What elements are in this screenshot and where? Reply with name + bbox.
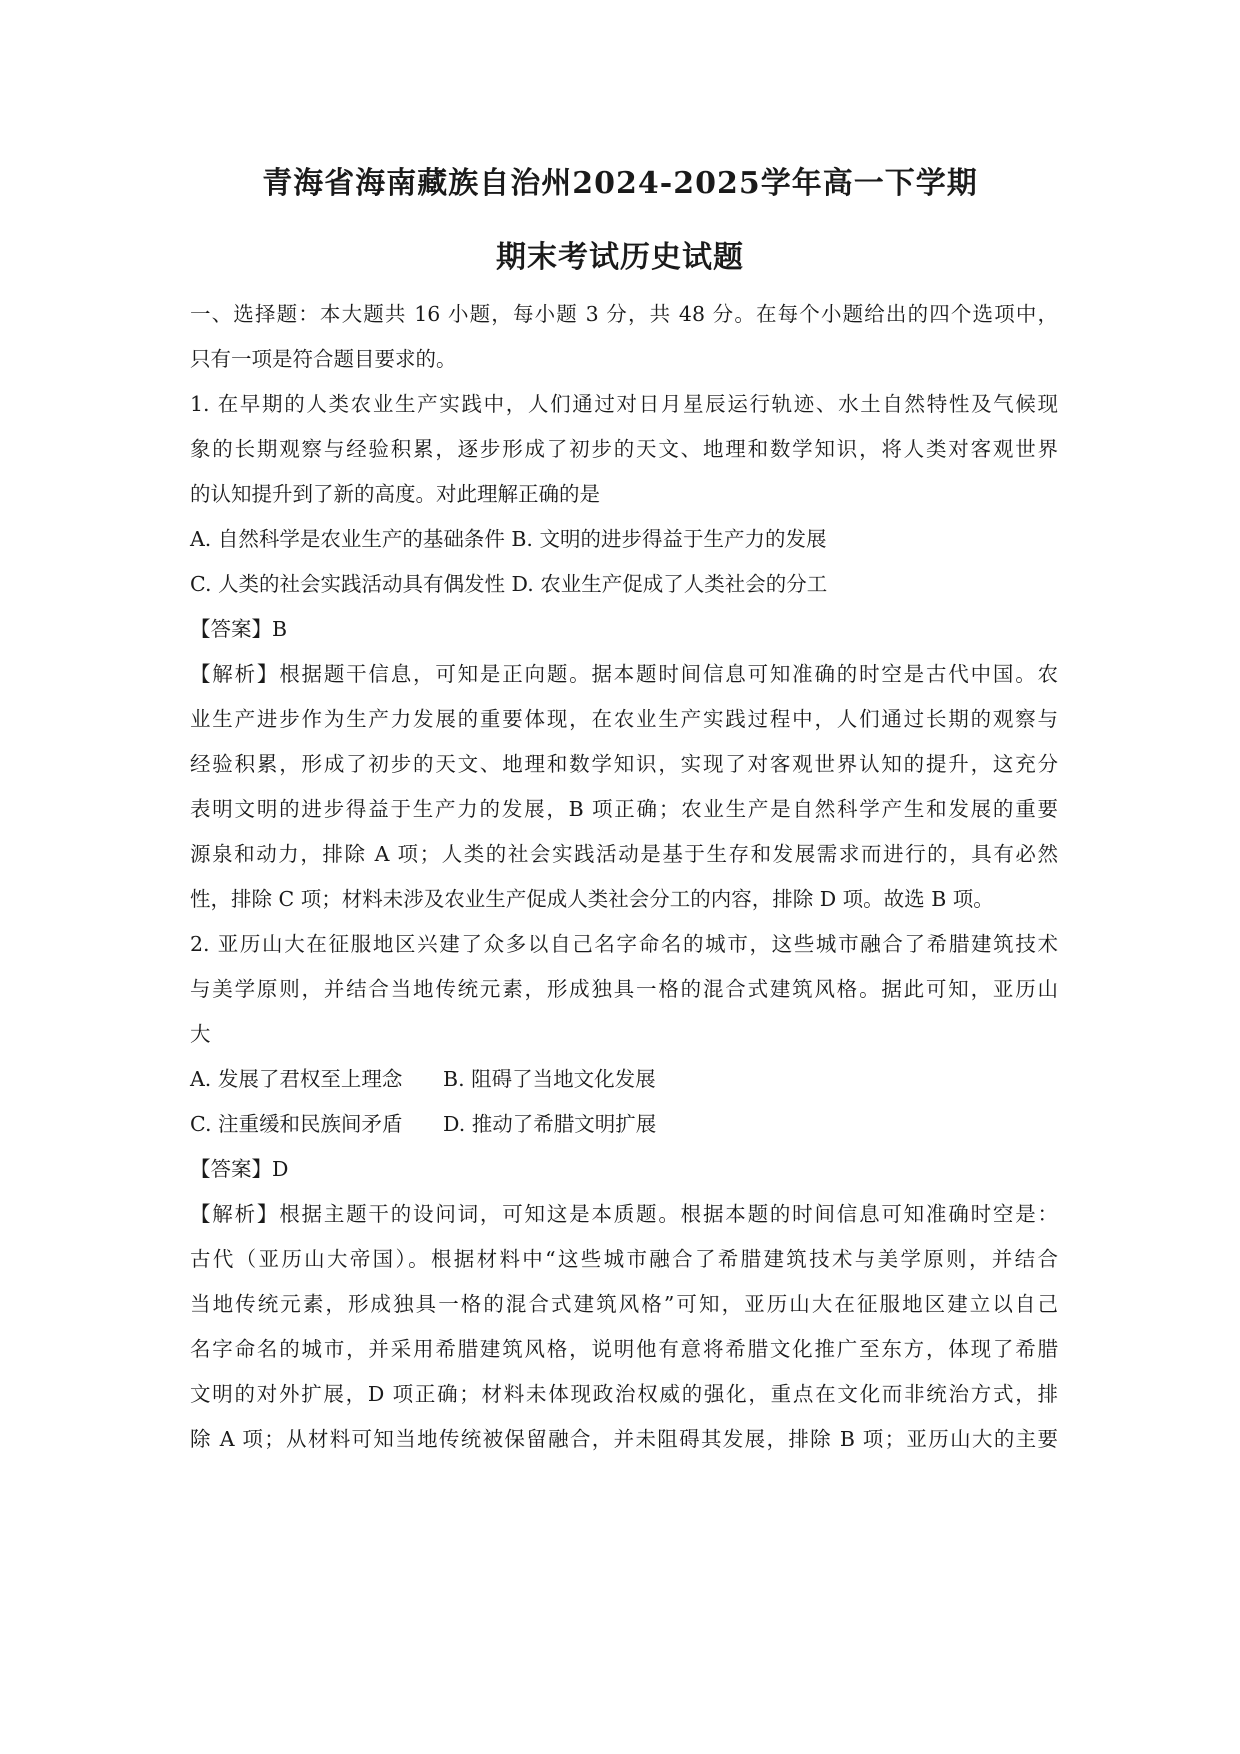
exam-title-line2: 期末考试历史试题 — [496, 240, 744, 275]
section-heading-line1: 一、选择题：本大题共 16 小题，每小题 3 分，共 48 分。在每个小题给出的四个选项中， — [190, 302, 1058, 326]
q2-stem-line1: 2. 亚历山大在征服地区兴建了众多以自己名字命名的城市，这些城市融合了希腊建筑技术 — [190, 932, 1058, 956]
exam-title-line1: 青海省海南藏族自治州2024-2025学年高一下学期 — [262, 166, 978, 201]
q1-options-line1: A. 自然科学是农业生产的基础条件 B. 文明的进步得益于生产力的发展 — [190, 527, 827, 551]
q2-analysis-line3: 当地传统元素，形成独具一格的混合式建筑风格”可知，亚历山大在征服地区建立以自己 — [190, 1292, 1058, 1316]
q2-option-a: A. 发展了君权至上理念 — [190, 1067, 403, 1091]
q2-analysis-line4: 名字命名的城市，并采用希腊建筑风格，说明他有意将希腊文化推广至东方，体现了希腊 — [190, 1337, 1058, 1361]
q1-answer: 【答案】B — [190, 617, 288, 641]
q2-option-d: D. 推动了希腊文明扩展 — [443, 1112, 657, 1136]
q1-analysis-line3: 经验积累，形成了初步的天文、地理和数学知识，实现了对客观世界认知的提升，这充分 — [190, 752, 1058, 776]
q2-analysis-line5: 文明的对外扩展，D 项正确；材料未体现政治权威的强化，重点在文化而非统治方式，排 — [190, 1382, 1058, 1406]
q2-stem-line2: 与美学原则，并结合当地传统元素，形成独具一格的混合式建筑风格。据此可知，亚历山 — [190, 977, 1058, 1001]
section-heading-line2: 只有一项是符合题目要求的。 — [190, 347, 457, 371]
q2-analysis-line1: 【解析】根据主题干的设问词，可知这是本质题。根据本题的时间信息可知准确时空是： — [190, 1202, 1058, 1226]
q2-analysis-line2: 古代（亚历山大帝国）。根据材料中“这些城市融合了希腊建筑技术与美学原则，并结合 — [190, 1247, 1058, 1271]
q1-stem-line2: 象的长期观察与经验积累，逐步形成了初步的天文、地理和数学知识，将人类对客观世界 — [190, 437, 1058, 461]
q1-analysis-line6: 性，排除 C 项；材料未涉及农业生产促成人类社会分工的内容，排除 D 项。故选 B 项。 — [190, 887, 994, 911]
q2-stem-line3: 大 — [190, 1022, 211, 1046]
q1-analysis-line5: 源泉和动力，排除 A 项；人类的社会实践活动是基于生存和发展需求而进行的，具有必然 — [190, 842, 1058, 866]
q2-answer: 【答案】D — [190, 1157, 289, 1181]
q2-option-b: B. 阻碍了当地文化发展 — [443, 1067, 656, 1091]
q1-stem-line3: 的认知提升到了新的高度。对此理解正确的是 — [190, 482, 600, 506]
q2-option-c: C. 注重缓和民族间矛盾 — [190, 1112, 403, 1136]
q1-options-line2: C. 人类的社会实践活动具有偶发性 D. 农业生产促成了人类社会的分工 — [190, 572, 828, 596]
q1-analysis-line1: 【解析】根据题干信息，可知是正向题。据本题时间信息可知准确的时空是古代中国。农 — [190, 662, 1058, 686]
q1-analysis-line4: 表明文明的进步得益于生产力的发展，B 项正确；农业生产是自然科学产生和发展的重要 — [190, 797, 1058, 821]
q1-analysis-line2: 业生产进步作为生产力发展的重要体现，在农业生产实践过程中，人们通过长期的观察与 — [190, 707, 1058, 731]
q2-analysis-line6: 除 A 项；从材料可知当地传统被保留融合，并未阻碍其发展，排除 B 项；亚历山大的主要 — [190, 1427, 1058, 1451]
q1-stem-line1: 1. 在早期的人类农业生产实践中，人们通过对日月星辰运行轨迹、水土自然特性及气候现 — [190, 392, 1058, 416]
